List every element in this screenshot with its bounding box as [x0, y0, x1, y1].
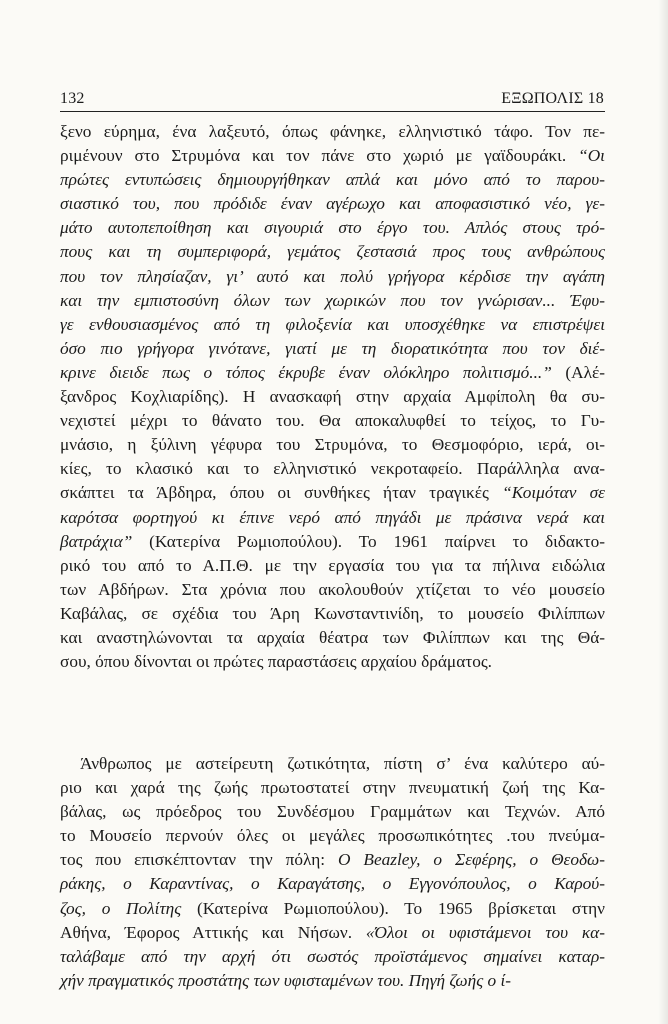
- text-run: Καβάλας, σε σχέδια του Άρη Κωνσταντινίδη, το μουσείο Φιλίππων: [60, 603, 605, 623]
- text-run: καρότσα φορτηγού κι έπινε νερό από πηγάδι με πράσινα νερά και: [60, 507, 605, 527]
- text-run: “Κοιμόταν σε: [502, 483, 605, 503]
- paragraph-2: [60, 752, 605, 993]
- running-title: ΕΞΩΠΟΛΙΣ 18: [501, 90, 604, 107]
- text-line: [60, 824, 605, 848]
- text-run: (Αλέ-: [551, 362, 605, 382]
- text-line: [60, 626, 605, 650]
- text-line: [60, 192, 605, 216]
- text-line: [60, 800, 605, 824]
- text-line: [60, 554, 605, 578]
- text-run: νεχιστεί μέχρι το θάνατο του. Θα αποκαλυφθεί το τείχος, το Γυ-: [60, 411, 605, 431]
- text-line: [60, 289, 605, 313]
- text-run: ρικό του από το Α.Π.Θ. με την εργασία του για τα πήλινα ειδώλια: [60, 555, 605, 575]
- text-line: [60, 240, 605, 264]
- text-run: σκάπτει τα Άβδηρα, όπου οι συνθήκες ήταν τραγικές: [60, 483, 503, 503]
- text-run: μάτο αυτοπεποίθηση και σιγουριά στο έργο του. Απλός στους τρό-: [60, 218, 605, 238]
- text-run: κρινε διειδε πως ο τόπος έκρυβε έναν ολόκληρο πολιτισμό...”: [60, 362, 552, 382]
- running-header: [60, 90, 604, 108]
- text-line: [60, 530, 605, 554]
- text-run: «Όλοι οι υφιστάμενοι του κα-: [365, 922, 605, 942]
- text-line: [60, 120, 605, 144]
- paragraph-1: [60, 120, 605, 674]
- text-line: [60, 409, 605, 433]
- text-run: γε ενθουσιασμένος από τη φιλοξενία και υποσχέθηκε να επιστρέψει: [60, 314, 605, 334]
- text-run: βατράχια”: [60, 531, 133, 551]
- text-run: βάλας, ως πρόεδρος του Συνδέσμου Γραμμάτων και Τεχνών. Από: [60, 802, 605, 822]
- text-line: [60, 216, 605, 240]
- text-line: [60, 650, 605, 674]
- text-line: [60, 921, 605, 945]
- text-line: [60, 752, 605, 776]
- text-run: (Κατερίνα Ρωμιοπούλου). Το 1965 βρίσκεται στην: [181, 898, 605, 918]
- text-line: [60, 313, 605, 337]
- text-run: (Κατερίνα Ρωμιοπούλου). Το 1961 παίρνει το διδακτο-: [132, 531, 605, 551]
- text-line: [60, 361, 605, 385]
- text-run: ράκης, ο Καραντίνας, ο Καραγάτσης, ο Εγγονόπουλος, ο Καρού-: [60, 874, 605, 894]
- text-run: ζος, ο Πολίτης: [60, 898, 182, 918]
- text-line: [60, 337, 605, 361]
- text-run: ριο και χαρά της ζωής πρωτοστατεί στην πνευματική ζωή της Κα-: [60, 778, 605, 798]
- text-line: [60, 385, 605, 409]
- text-run: που τον πλησίαζαν, γι’ αυτό και πολύ γρήγορα κέρδισε την αγάπη: [60, 266, 605, 286]
- text-run: χήν πραγματικός προστάτης των υφισταμένων του. Πηγή ζωής ο ί-: [60, 970, 512, 990]
- text-run: ξανδρος Κοχλιαρίδης). Η ανασκαφή στην αρχαία Αμφίπολη θα συ-: [60, 387, 605, 407]
- text-run: σιαστικό του, που πρόδιδε έναν αγέρωχο και αποφασιστικό νέο, γε-: [60, 194, 605, 214]
- text-run: το Μουσείο περνούν όλες οι μεγάλες προσωπικότητες .του πνεύμα-: [60, 826, 605, 846]
- text-line: [60, 433, 605, 457]
- page-number: 132: [60, 90, 85, 107]
- text-run: Άνθρωπος με αστείρευτη ζωτικότητα, πίστη σ’ ένα καλύτερο αύ-: [80, 754, 605, 773]
- text-run: ξενο εύρημα, ένα λαξευτό, όπως φάνηκε, ελληνιστικό τάφο. Τον πε-: [60, 122, 605, 141]
- text-line: [60, 144, 605, 168]
- text-run: Αθήνα, Έφορος Αττικής και Νήσων.: [60, 922, 366, 942]
- text-run: τος που επισκέπτονταν την πόλη:: [60, 850, 338, 870]
- page-edge-shadow: [658, 0, 668, 1024]
- text-line: [60, 945, 605, 969]
- text-line: [60, 481, 605, 505]
- text-run: σου, όπου δίνονται οι πρώτες παραστάσεις αρχαίου δράματος.: [60, 652, 492, 672]
- text-run: και την εμπιστοσύνη όλων των χωρικών που τον γνώρισαν... Έφυ-: [60, 290, 605, 310]
- text-run: ταλάβαμε από την αρχή ότι σωστός προϊστάμενος σημαίνει καταρ-: [60, 946, 605, 966]
- text-line: [60, 897, 605, 921]
- text-line: [60, 168, 605, 192]
- text-run: πους και τη συμπεριφορά, γεμάτος ζεστασιά προς τους ανθρώπους: [60, 242, 605, 262]
- text-line: [60, 506, 605, 530]
- text-run: πρώτες εντυπώσεις δημιουργήθηκαν απλά και μόνο από το παρου-: [60, 170, 605, 190]
- text-line: [60, 457, 605, 481]
- text-line: [60, 265, 605, 289]
- text-run: και αναστηλώνονται τα αρχαία θέατρα των Φιλίππων και της Θά-: [60, 627, 605, 647]
- text-run: των Αβδήρων. Στα χρόνια που ακολουθούν χτίζεται το νέο μουσείο: [60, 579, 605, 599]
- text-run: όσο πιο γρήγορα γινότανε, γιατί με τη διορατικότητα που τον διέ-: [60, 338, 605, 358]
- text-line: [60, 969, 605, 993]
- text-run: ριμένουν στο Στρυμόνα και τον πάνε στο χωριό με γαϊδουράκι.: [60, 146, 579, 166]
- text-line: [60, 872, 605, 896]
- text-run: “Οι: [578, 146, 605, 166]
- header-rule: [60, 111, 605, 112]
- text-line: [60, 602, 605, 626]
- text-line: [60, 776, 605, 800]
- text-run: κίες, το κλασικό και το ελληνιστικό νεκροταφείο. Παράλληλα ανα-: [60, 459, 605, 479]
- text-line: [60, 848, 605, 872]
- text-run: Ο Beazley, ο Σεφέρης, ο Θεοδω-: [338, 850, 605, 870]
- text-run: μνάσιο, η ξύλινη γέφυρα του Στρυμόνα, το Θεσμοφόριο, ιερά, οι-: [60, 435, 605, 455]
- text-line: [60, 578, 605, 602]
